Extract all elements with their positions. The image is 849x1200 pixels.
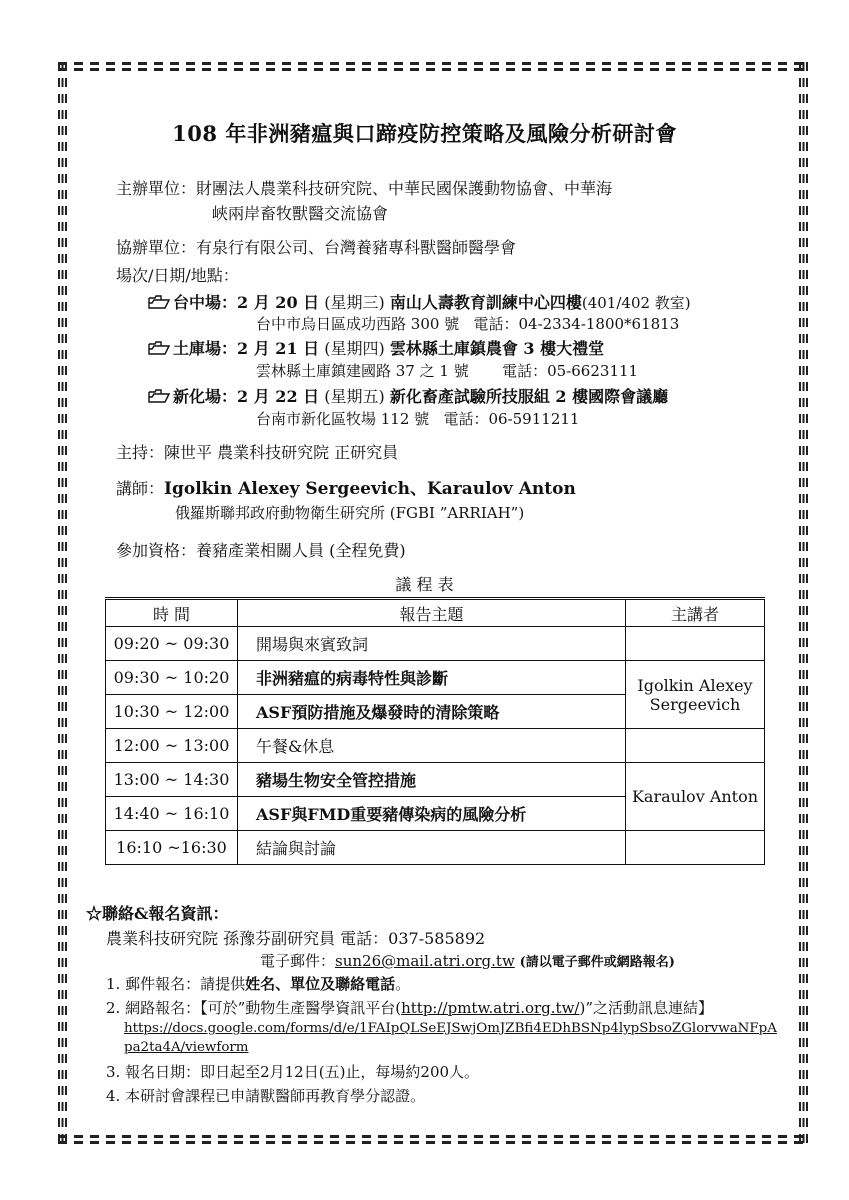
- session-address: 雲林縣土庫鎮建國路 37 之 1 號: [256, 362, 469, 380]
- session-place: 雲林縣土庫鎮農會 3 樓大禮堂: [389, 339, 605, 358]
- table-row: [106, 831, 765, 865]
- row-topic: 開場與來賓致詞: [238, 627, 626, 661]
- eligibility: 參加資格：養豬產業相關人員 (全程免費): [116, 541, 406, 560]
- item1-suffix: 。: [395, 975, 411, 993]
- session-name: 台中場: [173, 293, 222, 312]
- lecturer-label: 講師：: [116, 479, 165, 498]
- table-row: [106, 627, 765, 661]
- session-phone: 電話：04-2334-1800*61813: [473, 315, 680, 333]
- row-time: 09:30 ~ 10:20: [106, 661, 238, 695]
- host: 主持：陳世平 農業科技研究院 正研究員: [116, 443, 399, 462]
- co-organizers-value: 有泉行有限公司、台灣養豬專科獸醫師醫學會: [196, 238, 517, 257]
- organizers-label: 主辦單位：: [116, 179, 197, 198]
- border-top: [58, 62, 808, 71]
- row-time: 09:20 ~ 09:30: [106, 627, 238, 661]
- folder-icon: [148, 341, 170, 355]
- speaker-igolkin: [626, 661, 765, 729]
- table-row: [106, 729, 765, 763]
- lecturer-names: Igolkin Alexey Sergeevich、Karaulov Anton: [164, 479, 576, 499]
- speaker-line: Igolkin Alexey: [637, 675, 753, 695]
- contact-email-line: [260, 950, 675, 971]
- speaker-line: Sergeevich: [649, 694, 741, 714]
- session-taichung: 台中場：2 月 20 日 (星期三) 南山人壽教育訓練中心四樓(401/402 教室): [148, 290, 691, 313]
- organizers-line1: 財團法人農業科技研究院、中華民國保護動物協會、中華海: [196, 179, 613, 198]
- organizers: [116, 176, 612, 199]
- row-time: 13:00 ~ 14:30: [106, 763, 238, 797]
- row-time: 14:40 ~ 16:10: [106, 797, 238, 831]
- contact-person: 農業科技研究院 孫豫芬副研究員 電話：037-585892: [106, 929, 486, 948]
- contact-item-3: 3. 報名日期：即日起至2月12日(五)止，每場約200人。: [106, 1063, 480, 1081]
- session-taichung-address: [256, 313, 679, 334]
- session-tuku: 土庫場：2 月 21 日 (星期四) 雲林縣土庫鎮農會 3 樓大禮堂: [148, 336, 604, 359]
- table-header-row: [106, 599, 765, 627]
- row-topic: ASF預防措施及爆發時的清除策略: [238, 695, 626, 729]
- session-name: 土庫場: [173, 339, 222, 358]
- speaker-karaulov: Karaulov Anton: [626, 763, 765, 831]
- item2-prefix: 2. 網路報名：【可於”動物生產醫學資訊平台(: [106, 999, 402, 1017]
- organizers-line2: 峽兩岸畜牧獸醫交流協會: [212, 204, 389, 223]
- row-topic: 非洲豬瘟的病毒特性與診斷: [238, 661, 626, 695]
- session-phone: 電話：05-6623111: [502, 362, 639, 380]
- session-place: 南山人壽教育訓練中心四樓: [389, 293, 582, 312]
- row-speaker-empty: [626, 729, 765, 763]
- session-tuku-address: [256, 360, 638, 381]
- folder-icon: [148, 295, 170, 309]
- co-organizers-label: 協辦單位：: [116, 238, 197, 257]
- page-title: 108 年非洲豬瘟與口蹄疫防控策略及風險分析研討會: [172, 121, 677, 146]
- co-organizers: [116, 235, 516, 258]
- contact-heading: ☆聯絡&報名資訊：: [86, 904, 229, 923]
- header-speaker: 主講者: [626, 599, 765, 627]
- row-topic: 結論與討論: [238, 831, 626, 865]
- session-place: 新化畜產試驗所技服組 2 樓國際會議廳: [389, 387, 669, 406]
- session-weekday: (星期三): [324, 293, 385, 312]
- session-date: 2 月 22 日: [237, 387, 320, 406]
- border-right: [799, 62, 808, 1144]
- row-speaker-empty: [626, 831, 765, 865]
- email-link[interactable]: sun26@mail.atri.org.tw: [335, 952, 515, 970]
- item2-suffix: )”之活動訊息連結】: [579, 999, 713, 1017]
- email-note: (請以電子郵件或網路報名): [519, 955, 675, 970]
- contact-item-2: [106, 997, 713, 1018]
- session-weekday: (星期四): [324, 339, 385, 358]
- session-date: 2 月 20 日: [237, 293, 320, 312]
- session-name: 新化場: [173, 387, 222, 406]
- row-topic: ASF與FMD重要豬傳染病的風險分析: [238, 797, 626, 831]
- session-address: 台中市烏日區成功西路 300 號: [256, 315, 460, 333]
- folder-icon: [148, 389, 170, 403]
- row-time: 12:00 ~ 13:00: [106, 729, 238, 763]
- session-weekday: (星期五): [324, 387, 385, 406]
- session-xinhua: 新化場：2 月 22 日 (星期五) 新化畜產試驗所技服組 2 樓國際會議廳: [148, 384, 668, 407]
- contact-item-4: 4. 本研討會課程已申請獸醫師再教育學分認證。: [106, 1087, 426, 1105]
- border-left: [58, 62, 67, 1144]
- row-speaker-empty: [626, 627, 765, 661]
- header-topic: 報告主題: [238, 599, 626, 627]
- row-topic: 豬場生物安全管控措施: [238, 763, 626, 797]
- header-time: 時 間: [106, 599, 238, 627]
- row-topic: 午餐&休息: [238, 729, 626, 763]
- agenda-table: [105, 597, 765, 865]
- border-bottom: [58, 1135, 808, 1144]
- venue-label: 場次/日期/地點：: [116, 266, 239, 285]
- table-row: [106, 661, 765, 695]
- form-url-line1[interactable]: https://docs.google.com/forms/d/e/1FAIpQLSeEJSwjOmJZBfi4EDhBSNp4lypSbsoZGlorvwaNFpA: [124, 1021, 777, 1036]
- row-time: 10:30 ~ 12:00: [106, 695, 238, 729]
- agenda-caption: 議 程 表: [395, 575, 454, 594]
- session-address: 台南市新化區牧場 112 號: [256, 410, 430, 428]
- session-phone: 電話：06-5911211: [443, 410, 580, 428]
- lecturer-institute: 俄羅斯聯邦政府動物衛生研究所 (FGBI ”ARRIAH”): [175, 504, 525, 522]
- table-row: [106, 763, 765, 797]
- session-xinhua-address: [256, 408, 579, 429]
- item1-prefix: 1. 郵件報名：請提供: [106, 975, 246, 993]
- item1-bold: 姓名、單位及聯絡電話: [245, 975, 396, 993]
- session-place-note: (401/402 教室): [581, 294, 691, 312]
- row-time: 16:10 ~16:30: [106, 831, 238, 865]
- lecturer: [116, 474, 576, 499]
- session-date: 2 月 21 日: [237, 339, 320, 358]
- contact-item-1: [106, 973, 410, 994]
- form-url-line2[interactable]: pa2ta4A/viewform: [124, 1040, 249, 1055]
- email-label: 電子郵件：: [260, 952, 336, 970]
- platform-link[interactable]: http://pmtw.atri.org.tw/: [401, 999, 580, 1017]
